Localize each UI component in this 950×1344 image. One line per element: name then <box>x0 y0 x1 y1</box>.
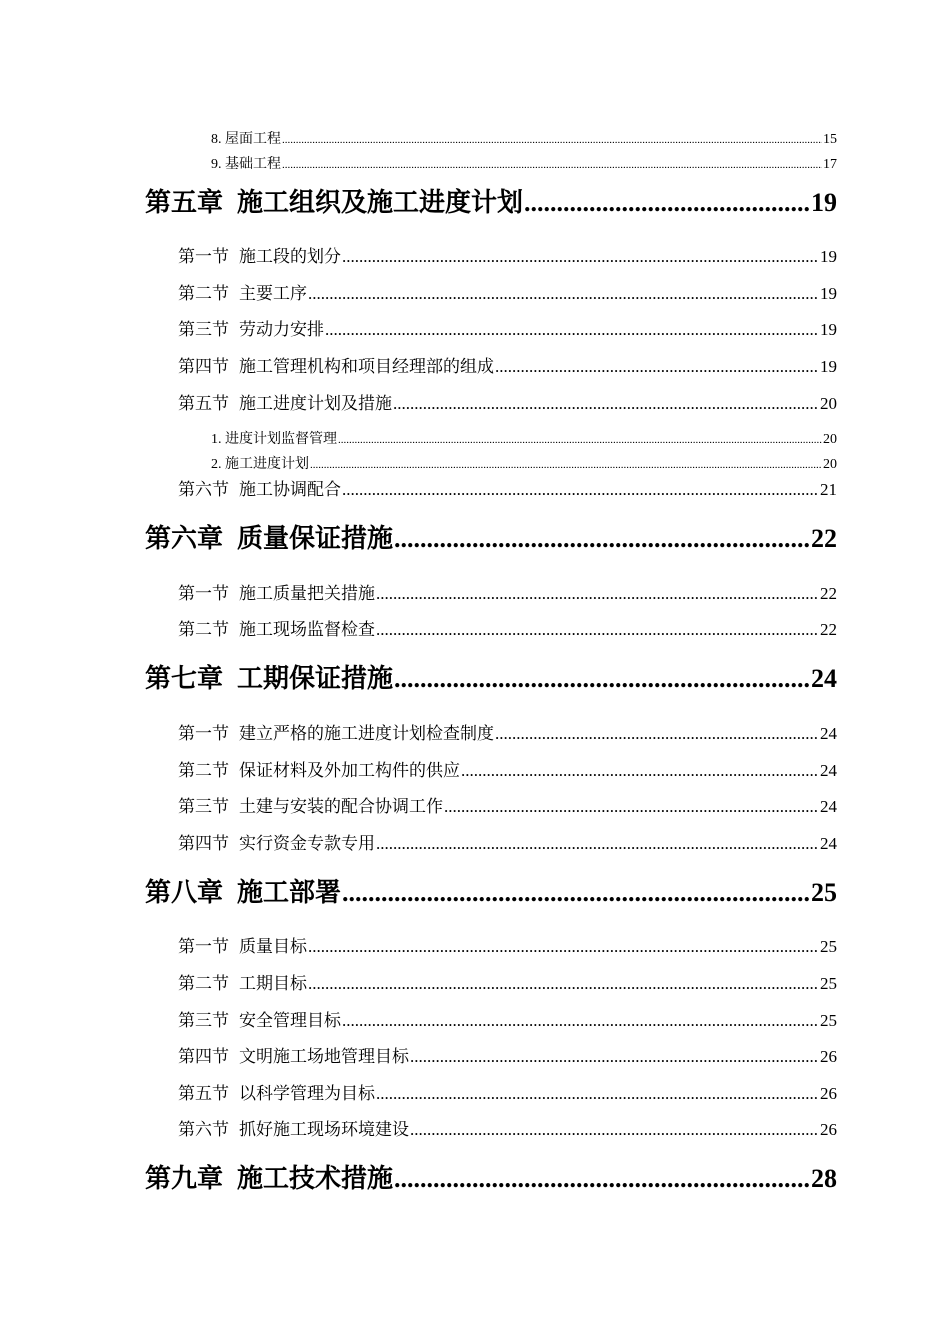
dot-leader <box>444 797 819 816</box>
section-number: 第一节 <box>178 584 229 603</box>
page-number: 24 <box>820 761 837 780</box>
chapter-title: 施工部署 <box>237 878 342 908</box>
toc-section-8-1[interactable] <box>178 932 837 956</box>
dot-leader <box>342 1011 819 1030</box>
toc-entry-item-8[interactable] <box>211 128 837 146</box>
section-number: 第二节 <box>178 620 229 639</box>
toc-section-7-1[interactable] <box>178 719 837 743</box>
section-title: 工期目标 <box>239 974 307 993</box>
page-number: 17 <box>823 157 837 171</box>
toc-section-5-4[interactable] <box>178 352 837 376</box>
page-number: 26 <box>820 1084 837 1103</box>
section-number: 第二节 <box>178 974 229 993</box>
page-number: 28 <box>811 1164 837 1193</box>
dot-leader <box>282 134 822 146</box>
section-title: 抓好施工现场环境建设 <box>239 1120 409 1139</box>
section-title: 施工质量把关措施 <box>239 584 375 603</box>
page-number: 15 <box>823 132 837 146</box>
page-number: 24 <box>811 664 837 693</box>
toc-entry-item-9[interactable] <box>211 153 837 171</box>
toc-chapter-7[interactable] <box>145 658 837 694</box>
dot-leader <box>338 434 822 446</box>
toc-section-8-5[interactable] <box>178 1079 837 1103</box>
toc-section-6-1[interactable] <box>178 579 837 603</box>
section-title: 土建与安装的配合协调工作 <box>239 797 443 816</box>
section-title: 施工现场监督检查 <box>239 620 375 639</box>
section-number: 第二节 <box>178 284 229 303</box>
page-number: 21 <box>820 480 837 499</box>
section-number: 第四节 <box>178 1047 229 1066</box>
dot-leader <box>461 761 819 780</box>
dot-leader <box>524 188 810 218</box>
section-number: 第一节 <box>178 724 229 743</box>
page-number: 22 <box>811 524 837 553</box>
dot-leader <box>394 524 810 554</box>
toc-section-5-6[interactable] <box>178 475 837 499</box>
section-number: 第四节 <box>178 834 229 853</box>
page-number: 24 <box>820 797 837 816</box>
toc-chapter-8[interactable] <box>145 872 837 908</box>
dot-leader <box>282 159 822 171</box>
dot-leader <box>394 664 810 694</box>
section-title: 以科学管理为目标 <box>239 1084 375 1103</box>
dot-leader <box>394 1164 810 1194</box>
section-title: 保证材料及外加工构件的供应 <box>239 761 460 780</box>
page-number: 19 <box>811 188 837 217</box>
section-number: 第二节 <box>178 761 229 780</box>
toc-section-5-2[interactable] <box>178 279 837 303</box>
page-number: 19 <box>820 284 837 303</box>
dot-leader <box>308 284 819 303</box>
entry-number: 9. <box>211 157 222 171</box>
toc-section-8-3[interactable] <box>178 1006 837 1030</box>
toc-section-7-2[interactable] <box>178 756 837 780</box>
page-number: 19 <box>820 247 837 266</box>
section-number: 第一节 <box>178 247 229 266</box>
chapter-number: 第九章 <box>145 1164 224 1194</box>
toc-chapter-5[interactable] <box>145 182 837 218</box>
page-number: 25 <box>820 1011 837 1030</box>
chapter-title: 质量保证措施 <box>237 524 394 554</box>
section-number: 第六节 <box>178 480 229 499</box>
page-number: 24 <box>820 724 837 743</box>
page-number: 24 <box>820 834 837 853</box>
section-title: 质量目标 <box>239 937 307 956</box>
section-title: 施工进度计划及措施 <box>239 394 392 413</box>
dot-leader <box>308 937 819 956</box>
page-number: 22 <box>820 584 837 603</box>
chapter-title: 施工组织及施工进度计划 <box>237 188 524 218</box>
toc-section-5-1[interactable] <box>178 242 837 266</box>
section-number: 第六节 <box>178 1120 229 1139</box>
chapter-number: 第六章 <box>145 524 224 554</box>
dot-leader <box>376 584 819 603</box>
dot-leader <box>495 357 819 376</box>
section-number: 第五节 <box>178 1084 229 1103</box>
page-number: 19 <box>820 320 837 339</box>
chapter-number: 第七章 <box>145 664 224 694</box>
page-number: 25 <box>820 937 837 956</box>
page-number: 22 <box>820 620 837 639</box>
section-title: 安全管理目标 <box>239 1011 341 1030</box>
dot-leader <box>410 1047 819 1066</box>
toc-section-8-4[interactable] <box>178 1042 837 1066</box>
dot-leader <box>495 724 819 743</box>
toc-entry-item-2[interactable] <box>211 453 837 471</box>
page-number: 20 <box>823 457 837 471</box>
dot-leader <box>342 480 819 499</box>
chapter-number: 第八章 <box>145 878 224 908</box>
toc-section-8-6[interactable] <box>178 1115 837 1139</box>
section-title: 文明施工场地管理目标 <box>239 1047 409 1066</box>
toc-chapter-6[interactable] <box>145 518 837 554</box>
section-title: 施工协调配合 <box>239 480 341 499</box>
section-title: 施工段的划分 <box>239 247 341 266</box>
page-number: 26 <box>820 1120 837 1139</box>
entry-title: 施工进度计划 <box>225 457 309 471</box>
toc-chapter-9[interactable] <box>145 1158 837 1194</box>
toc-section-7-3[interactable] <box>178 792 837 816</box>
section-number: 第三节 <box>178 320 229 339</box>
chapter-title: 工期保证措施 <box>237 664 394 694</box>
entry-title: 屋面工程 <box>225 132 281 146</box>
page-number: 26 <box>820 1047 837 1066</box>
dot-leader <box>393 394 819 413</box>
section-number: 第五节 <box>178 394 229 413</box>
section-number: 第三节 <box>178 797 229 816</box>
toc-section-5-3[interactable] <box>178 315 837 339</box>
entry-title: 基础工程 <box>225 157 281 171</box>
toc-section-8-2[interactable] <box>178 969 837 993</box>
dot-leader <box>325 320 819 339</box>
dot-leader <box>410 1120 819 1139</box>
entry-number: 2. <box>211 457 222 471</box>
page-number: 19 <box>820 357 837 376</box>
section-number: 第四节 <box>178 357 229 376</box>
section-number: 第三节 <box>178 1011 229 1030</box>
section-title: 主要工序 <box>239 284 307 303</box>
dot-leader <box>376 1084 819 1103</box>
toc-section-7-4[interactable] <box>178 829 837 853</box>
section-title: 实行资金专款专用 <box>239 834 375 853</box>
dot-leader <box>308 974 819 993</box>
chapter-number: 第五章 <box>145 188 224 218</box>
toc-section-6-2[interactable] <box>178 615 837 639</box>
dot-leader <box>376 834 819 853</box>
entry-number: 1. <box>211 432 222 446</box>
dot-leader <box>376 620 819 639</box>
dot-leader <box>310 459 822 471</box>
toc-entry-item-1[interactable] <box>211 428 837 446</box>
page-number: 25 <box>820 974 837 993</box>
toc-section-5-5[interactable] <box>178 389 837 413</box>
section-title: 劳动力安排 <box>239 320 324 339</box>
page-number: 20 <box>820 394 837 413</box>
chapter-title: 施工技术措施 <box>237 1164 394 1194</box>
section-number: 第一节 <box>178 937 229 956</box>
section-title: 施工管理机构和项目经理部的组成 <box>239 357 494 376</box>
entry-title: 进度计划监督管理 <box>225 432 337 446</box>
entry-number: 8. <box>211 132 222 146</box>
page-number: 25 <box>811 878 837 907</box>
section-title: 建立严格的施工进度计划检查制度 <box>239 724 494 743</box>
dot-leader <box>342 247 819 266</box>
page-number: 20 <box>823 432 837 446</box>
dot-leader <box>342 878 810 908</box>
